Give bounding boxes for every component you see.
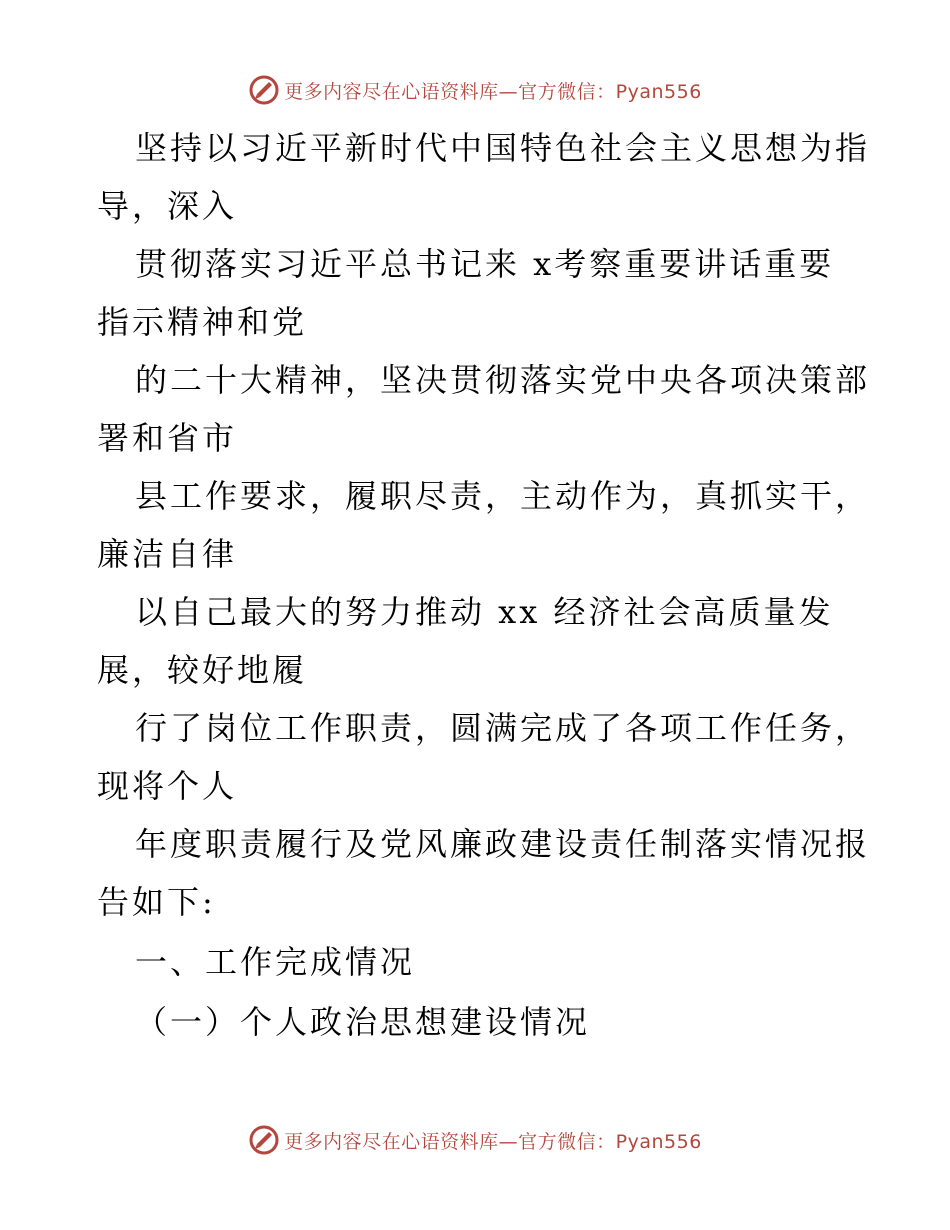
logo-icon (248, 74, 280, 106)
body-line: 指示精神和党 (97, 303, 308, 341)
header-banner-text: 更多内容尽在心语资料库—官方微信：Pyan556 (284, 80, 702, 103)
body-line: 贯彻落实习近平总书记来 x考察重要讲话重要 (135, 245, 835, 283)
body-line: 导，深入 (97, 187, 238, 225)
section-heading: 一、工作完成情况 (135, 943, 416, 981)
body-line: 的二十大精神，坚决贯彻落实党中央各项决策部 (135, 361, 871, 399)
header-banner (0, 70, 950, 110)
footer-banner (0, 1120, 950, 1160)
body-line: 行了岗位工作职责，圆满完成了各项工作任务， (135, 709, 871, 747)
subsection-heading: （一）个人政治思想建设情况 (135, 1003, 591, 1041)
body-line: 告如下: (97, 883, 216, 921)
logo-icon (248, 1124, 280, 1156)
body-line: 以自己最大的努力推动 xx 经济社会高质量发 (135, 593, 834, 631)
body-line: 坚持以习近平新时代中国特色社会主义思想为指 (135, 129, 871, 167)
body-line: 现将个人 (97, 767, 238, 805)
body-line: 县工作要求，履职尽责，主动作为，真抓实干， (135, 477, 871, 515)
body-line: 年度职责履行及党风廉政建设责任制落实情况报 (135, 825, 871, 863)
body-line: 廉洁自律 (97, 535, 238, 573)
body-line: 署和省市 (97, 419, 238, 457)
body-line: 展，较好地履 (97, 651, 308, 689)
footer-banner-text: 更多内容尽在心语资料库—官方微信：Pyan556 (284, 1130, 702, 1153)
